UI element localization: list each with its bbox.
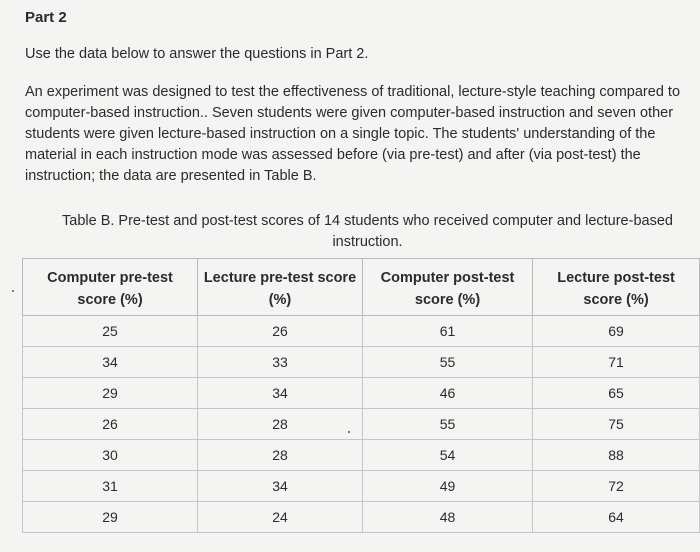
- table-cell: 55: [362, 347, 532, 378]
- table-row: [23, 440, 700, 471]
- header-computer-pre-test: Computer pre-test score (%): [23, 259, 198, 316]
- table-cell: 33: [198, 347, 363, 378]
- table-cell: 34: [23, 347, 198, 378]
- table-caption: Table B. Pre-test and post-test scores of 14 students who received computer and lecture-based instruction.: [62, 213, 673, 250]
- header-lecture-post-test: Lecture post-test score (%): [533, 259, 700, 316]
- table-cell: 75: [533, 409, 700, 440]
- table-cell: 65: [533, 378, 700, 409]
- table-header-row: [23, 259, 700, 316]
- stray-mark: [12, 290, 14, 292]
- table-cell: 26: [198, 316, 363, 347]
- table-cell: 34: [198, 471, 363, 502]
- table-cell: 34: [198, 378, 363, 409]
- table-cell: 48: [362, 502, 532, 533]
- intro-text: Use the data below to answer the questions in Part 2.: [25, 46, 369, 62]
- header-computer-post-test: Computer post-test score (%): [362, 259, 532, 316]
- table-cell: 24: [198, 502, 363, 533]
- table-cell: 71: [533, 347, 700, 378]
- table-cell: 30: [23, 440, 198, 471]
- table-row: [23, 502, 700, 533]
- description-paragraph: An experiment was designed to test the effectiveness of traditional, lecture-style teaching compared to computer-based instruction.. Seven students were given computer-based instruction and seven other students were given lecture-based instruction on a single topic. The students' understanding of the material in each instruction mode was assessed before (via pre-test) and after (via post-test) the instruction; the data are presented in Table B.: [25, 84, 681, 184]
- table-row: [23, 409, 700, 440]
- table-cell: 72: [533, 471, 700, 502]
- table-row: [23, 316, 700, 347]
- table-cell: 61: [362, 316, 532, 347]
- data-table: [22, 258, 700, 533]
- stray-mark: [348, 431, 350, 433]
- table-row: [23, 471, 700, 502]
- table-row: [23, 378, 700, 409]
- table-row: [23, 347, 700, 378]
- table-cell: 46: [362, 378, 532, 409]
- part-title: Part 2: [25, 9, 67, 26]
- table-cell: 28: [198, 440, 363, 471]
- table-cell: 25: [23, 316, 198, 347]
- table-cell: 29: [23, 502, 198, 533]
- table-cell: 29: [23, 378, 198, 409]
- table-cell: 64: [533, 502, 700, 533]
- header-lecture-pre-test: Lecture pre-test score (%): [198, 259, 363, 316]
- table-cell: 26: [23, 409, 198, 440]
- table-cell: 88: [533, 440, 700, 471]
- table-cell: 69: [533, 316, 700, 347]
- table-cell: 55: [362, 409, 532, 440]
- table-cell: 49: [362, 471, 532, 502]
- table-cell: 54: [362, 440, 532, 471]
- table-cell: 31: [23, 471, 198, 502]
- table-cell: 28: [198, 409, 363, 440]
